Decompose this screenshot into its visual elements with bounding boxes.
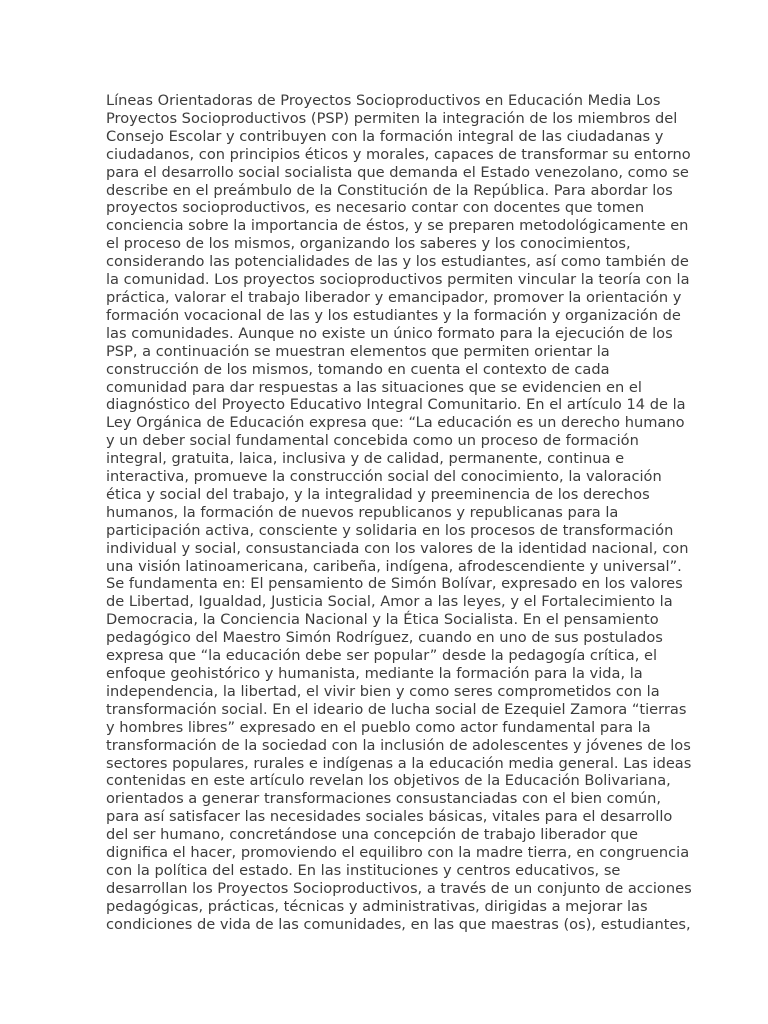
text-line: construcción de los mismos, tomando en cuenta el contexto de cada (106, 360, 610, 378)
text-line: interactiva, promueve la construcción social del conocimiento, la valoración (106, 468, 662, 486)
text-line: participación activa, consciente y solidaria en los procesos de transformación (106, 521, 674, 539)
text-line: y hombres libres” expresado en el pueblo como actor fundamental para la (106, 718, 651, 736)
text-line: y un deber social fundamental concebida como un proceso de formación (106, 432, 639, 450)
text-line: ética y social del trabajo, y la integralidad y preeminencia de los derechos (106, 485, 650, 503)
text-line: enfoque geohistórico y humanista, mediante la formación para la vida, la (106, 665, 643, 682)
text-line: con la política del estado. En las instituciones y centros educativos, se (106, 861, 621, 879)
text-line: formación vocacional de las y los estudiantes y la formación y organización de (106, 306, 681, 324)
text-line: las comunidades. Aunque no existe un único formato para la ejecución de los (106, 324, 673, 342)
text-line: práctica, valorar el trabajo liberador y emancipador, promover la orientación y (106, 288, 682, 306)
text-line: pedagógico del Maestro Simón Rodríguez, cuando en uno de sus postulados (106, 629, 663, 647)
text-line: desarrollan los Proyectos Socioproductivos, a través de un conjunto de acciones (106, 879, 692, 897)
text-line: humanos, la formación de nuevos republicanos y republicanas para la (106, 503, 619, 521)
body-paragraph (106, 92, 692, 934)
text-line: proyectos socioproductivos, es necesario contar con docentes que tomen (106, 199, 645, 217)
text-line: orientados a generar transformaciones consustanciadas con el bien común, (106, 790, 661, 808)
text-line: el proceso de los mismos, organizando los saberes y los conocimientos, (106, 235, 631, 253)
text-line: Consejo Escolar y contribuyen con la formación integral de las ciudadanas y (106, 127, 664, 145)
text-line: la comunidad. Los proyectos socioproductivos permiten vincular la teoría con la (106, 271, 690, 289)
text-line: describe en el preámbulo de la Constitución de la República. Para abordar los (106, 181, 673, 199)
text-line: individual y social, consustanciada con los valores de la identidad nacional, con (106, 539, 689, 557)
text-line: una visión latinoamericana, caribeña, indígena, afrodescendiente y universal”. (106, 557, 682, 575)
text-line: de Libertad, Igualdad, Justicia Social, Amor a las leyes, y el Fortalecimiento la (106, 593, 673, 611)
text-line: conciencia sobre la importancia de éstos, y se preparen metodológicamente en (106, 217, 689, 235)
text-line: considerando las potencialidades de las y los estudiantes, así como también de (106, 253, 689, 271)
text-line: expresa que “la educación debe ser popular” desde la pedagogía crítica, el (106, 647, 658, 665)
text-line: para el desarrollo social socialista que demanda el Estado venezolano, como se (106, 163, 689, 181)
text-line: independencia, la libertad, el vivir bien y como seres comprometidos con la (106, 682, 660, 700)
text-line: del ser humano, concretándose una concepción de trabajo liberador que (106, 826, 638, 844)
text-line: transformación social. En el ideario de lucha social de Ezequiel Zamora “tierras (106, 700, 687, 718)
text-line: contenidas en este artículo revelan los objetivos de la Educación Bolivariana, (106, 772, 671, 790)
text-line: Se fundamenta en: El pensamiento de Simón Bolívar, expresado en los valores (106, 575, 683, 593)
text-line: ciudadanos, con principios éticos y morales, capaces de transformar su entorno (106, 145, 691, 163)
text-line: comunidad para dar respuestas a las situaciones que se evidencien en el (106, 378, 642, 396)
text-line: Ley Orgánica de Educación expresa que: “La educación es un derecho humano (106, 414, 685, 432)
text-line: para así satisfacer las necesidades sociales básicas, vitales para el desarrollo (106, 808, 673, 826)
text-line: diagnóstico del Proyecto Educativo Integral Comunitario. En el artículo 14 de la (106, 396, 686, 414)
text-line: Proyectos Socioproductivos (PSP) permiten la integración de los miembros del (106, 109, 678, 127)
text-line: transformación de la sociedad con la inclusión de adolescentes y jóvenes de los (106, 736, 691, 754)
text-line: PSP, a continuación se muestran elementos que permiten orientar la (106, 342, 610, 360)
text-line: Líneas Orientadoras de Proyectos Socioproductivos en Educación Media Los (106, 92, 661, 109)
text-line: sectores populares, rurales e indígenas a la educación media general. Las ideas (106, 754, 692, 772)
text-line: condiciones de vida de las comunidades, en las que maestras (os), estudiantes, (106, 915, 691, 933)
text-line: integral, gratuita, laica, inclusiva y de calidad, permanente, continua e (106, 450, 625, 468)
text-line: Democracia, la Conciencia Nacional y la Ética Socialista. En el pensamiento (106, 611, 659, 629)
text-line: pedagógicas, prácticas, técnicas y administrativas, dirigidas a mejorar las (106, 897, 648, 915)
text-line: dignifica el hacer, promoviendo el equilibro con la madre tierra, en congruencia (106, 844, 690, 862)
